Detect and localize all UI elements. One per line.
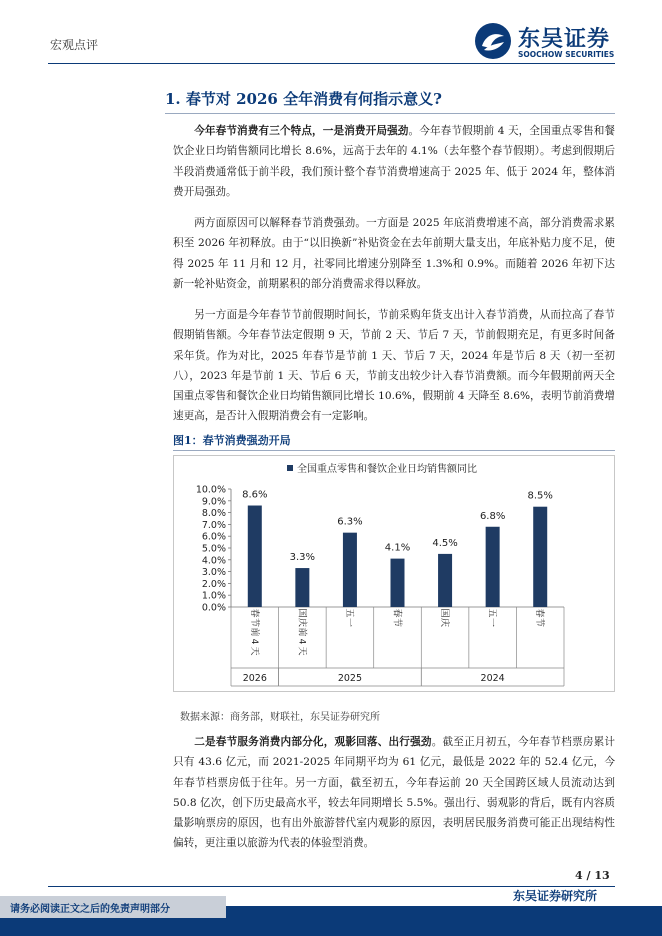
paragraph-2: 两方面原因可以解释春节消费强劲。一方面是 2025 年底消费增速不高，部分消费需求累积至 2026 年初释放。由于“以旧换新”补贴资金在去年前期大量支出，年底补贴力度不足，使得 2025 年 11 月和 12 月，社零同比增速分别降至 1.3%和 0.9%。而随着 2026 年初下达新一轮补贴资金，前期累积的部分消费需求得以释放。 [173, 217, 615, 290]
legend-label: 全国重点零售和餐饮企业日均销售额同比 [297, 464, 477, 475]
bar-value-label: 4.1% [384, 542, 411, 554]
y-tick-label: 5.0% [201, 543, 226, 555]
group-label: 2024 [480, 673, 505, 684]
x-category-label-char: 庆 [439, 617, 450, 628]
legend-swatch [287, 465, 293, 471]
x-category-label-char: 一 [343, 617, 354, 628]
y-tick-label: 7.0% [201, 519, 226, 531]
bar-value-label: 6.3% [337, 516, 363, 528]
bar-value-label: 4.5% [432, 537, 458, 549]
group-label: 2025 [337, 673, 363, 684]
x-category-label-char: 春 [391, 608, 402, 618]
header-divider [48, 63, 615, 64]
y-tick-label: 2.0% [201, 578, 226, 590]
x-category-label-char: 天 [248, 646, 259, 656]
y-tick-label: 0.0% [201, 602, 226, 614]
paragraph-1 [173, 121, 615, 202]
paragraph-1-lead: 今年春节消费有三个特点，一是消费开局强劲 [194, 125, 409, 137]
x-category-label-char: 五 [486, 608, 497, 618]
bar [438, 554, 452, 607]
x-category-label-char: 前 [296, 627, 307, 637]
bar [391, 559, 405, 607]
bar-value-label: 8.5% [527, 490, 553, 502]
x-category-label-char: 国 [439, 608, 450, 618]
x-category-label-char: 前 [248, 627, 259, 637]
header-category: 宏观点评 [50, 38, 99, 52]
title-divider [165, 113, 615, 114]
logo-chinese-name: 东吴证券 [518, 27, 611, 52]
paragraph-4 [173, 732, 615, 854]
disclaimer-text: 请务必阅读正文之后的免责声明部分 [10, 904, 170, 915]
bar [486, 527, 500, 607]
x-category-label-char: 国 [296, 608, 307, 618]
x-category-label-char: 庆 [296, 617, 307, 628]
y-tick-label: 4.0% [201, 555, 226, 567]
paragraph-3: 另一方面是今年春节节前假期时间长，节前采购年货支出计入春节消费，从而拉高了春节假期销售额。今年春节法定假期 9 天，节前 2 天、节后 7 天，节前假期充足，有更多时间备采年货。作为对比，2025 年春节是节前 1 天、节后 7 天，2024 年是节后 8 天（初一至初八），2023 年是节前 1 天、节后 6 天，节前支出较少计入春节消费额。而今年假期前两天全国重点零售和餐饮企业日均销售额同比增长 10.6%，假期前 4 天降至 8.6%，表明节前消费增速更高，是否计入假期消费会有一定影响。 [173, 309, 615, 423]
x-category-label-char: 天 [296, 646, 307, 656]
bar-value-label: 6.8% [479, 510, 506, 522]
x-category-label-char: 节 [534, 617, 545, 628]
x-category-label-char: 节 [248, 617, 259, 628]
y-tick-label: 6.0% [201, 531, 226, 543]
y-tick-label: 10.0% [195, 484, 226, 496]
x-category-label-char: 一 [486, 617, 497, 628]
page-number: 4 / 13 [575, 869, 610, 882]
y-tick-label: 1.0% [201, 590, 226, 602]
footer-organization: 东吴证券研究所 [513, 889, 598, 903]
y-tick-label: 8.0% [201, 508, 226, 520]
x-category-label-char: 节 [391, 617, 402, 628]
bar [533, 507, 547, 607]
logo-english-name: SOOCHOW SECURITIES [518, 50, 615, 59]
bar [248, 506, 262, 607]
bar [343, 533, 357, 607]
company-logo [474, 22, 624, 60]
paragraph-1-body: 。今年春节假期前 4 天，全国重点零售和餐饮企业日均销售额同比增长 8.6%，远高于去年的 4.1%（去年整个春节假期）。考虑到假期后半段消费通常低于前半段，我们预计整个春节消费增速高于 2025 年、低于 2024 年，整体消费开局强劲。 [173, 125, 615, 198]
figure-title: 图1：春节消费强劲开局 [173, 434, 291, 447]
y-tick-label: 9.0% [201, 496, 226, 508]
bar-chart [174, 456, 614, 691]
chart-frame [173, 455, 615, 692]
x-category-label-char: 春 [534, 608, 545, 618]
x-category-label-char: 4 [296, 638, 307, 645]
x-category-label-char: 4 [248, 638, 259, 645]
bar [295, 568, 309, 607]
x-category-label-char: 春 [248, 608, 259, 618]
section-title: 1. 春节对 2026 全年消费有何指示意义? [165, 90, 442, 108]
bar-value-label: 8.6% [242, 489, 268, 501]
figure-source: 数据来源：商务部，财联社，东吴证券研究所 [180, 712, 380, 723]
soochow-logo-icon [474, 22, 512, 60]
paragraph-4-lead: 二是春节服务消费内部分化，观影回落、出行强劲 [194, 736, 432, 748]
figure-divider [173, 450, 615, 451]
group-label: 2026 [242, 673, 267, 684]
paragraph-4-body: 。截至正月初五，今年春节档票房累计只有 43.6 亿元，而 2021-2025 年同期平均为 61 亿元，最低是 2022 年的 52.4 亿元，今年春节档票房低于往年。另一方面，截至初五，今年春运前 20 天全国跨区域人员流动达到 50.8 亿次，创下历史最高水平，较去年同期增长 5.5%。强出行、弱观影的背后，既有内容质量影响票房的原因，也有出外旅游替代室内观影的原因，表明居民服务消费可能正出现结构性偏转，更注重以旅游为代表的体验型消费。 [173, 736, 616, 850]
footer-band-left [0, 918, 226, 936]
footer-band [226, 906, 662, 936]
bar-value-label: 3.3% [289, 552, 316, 564]
y-tick-label: 3.0% [201, 567, 226, 579]
x-category-label-char: 五 [343, 608, 354, 618]
